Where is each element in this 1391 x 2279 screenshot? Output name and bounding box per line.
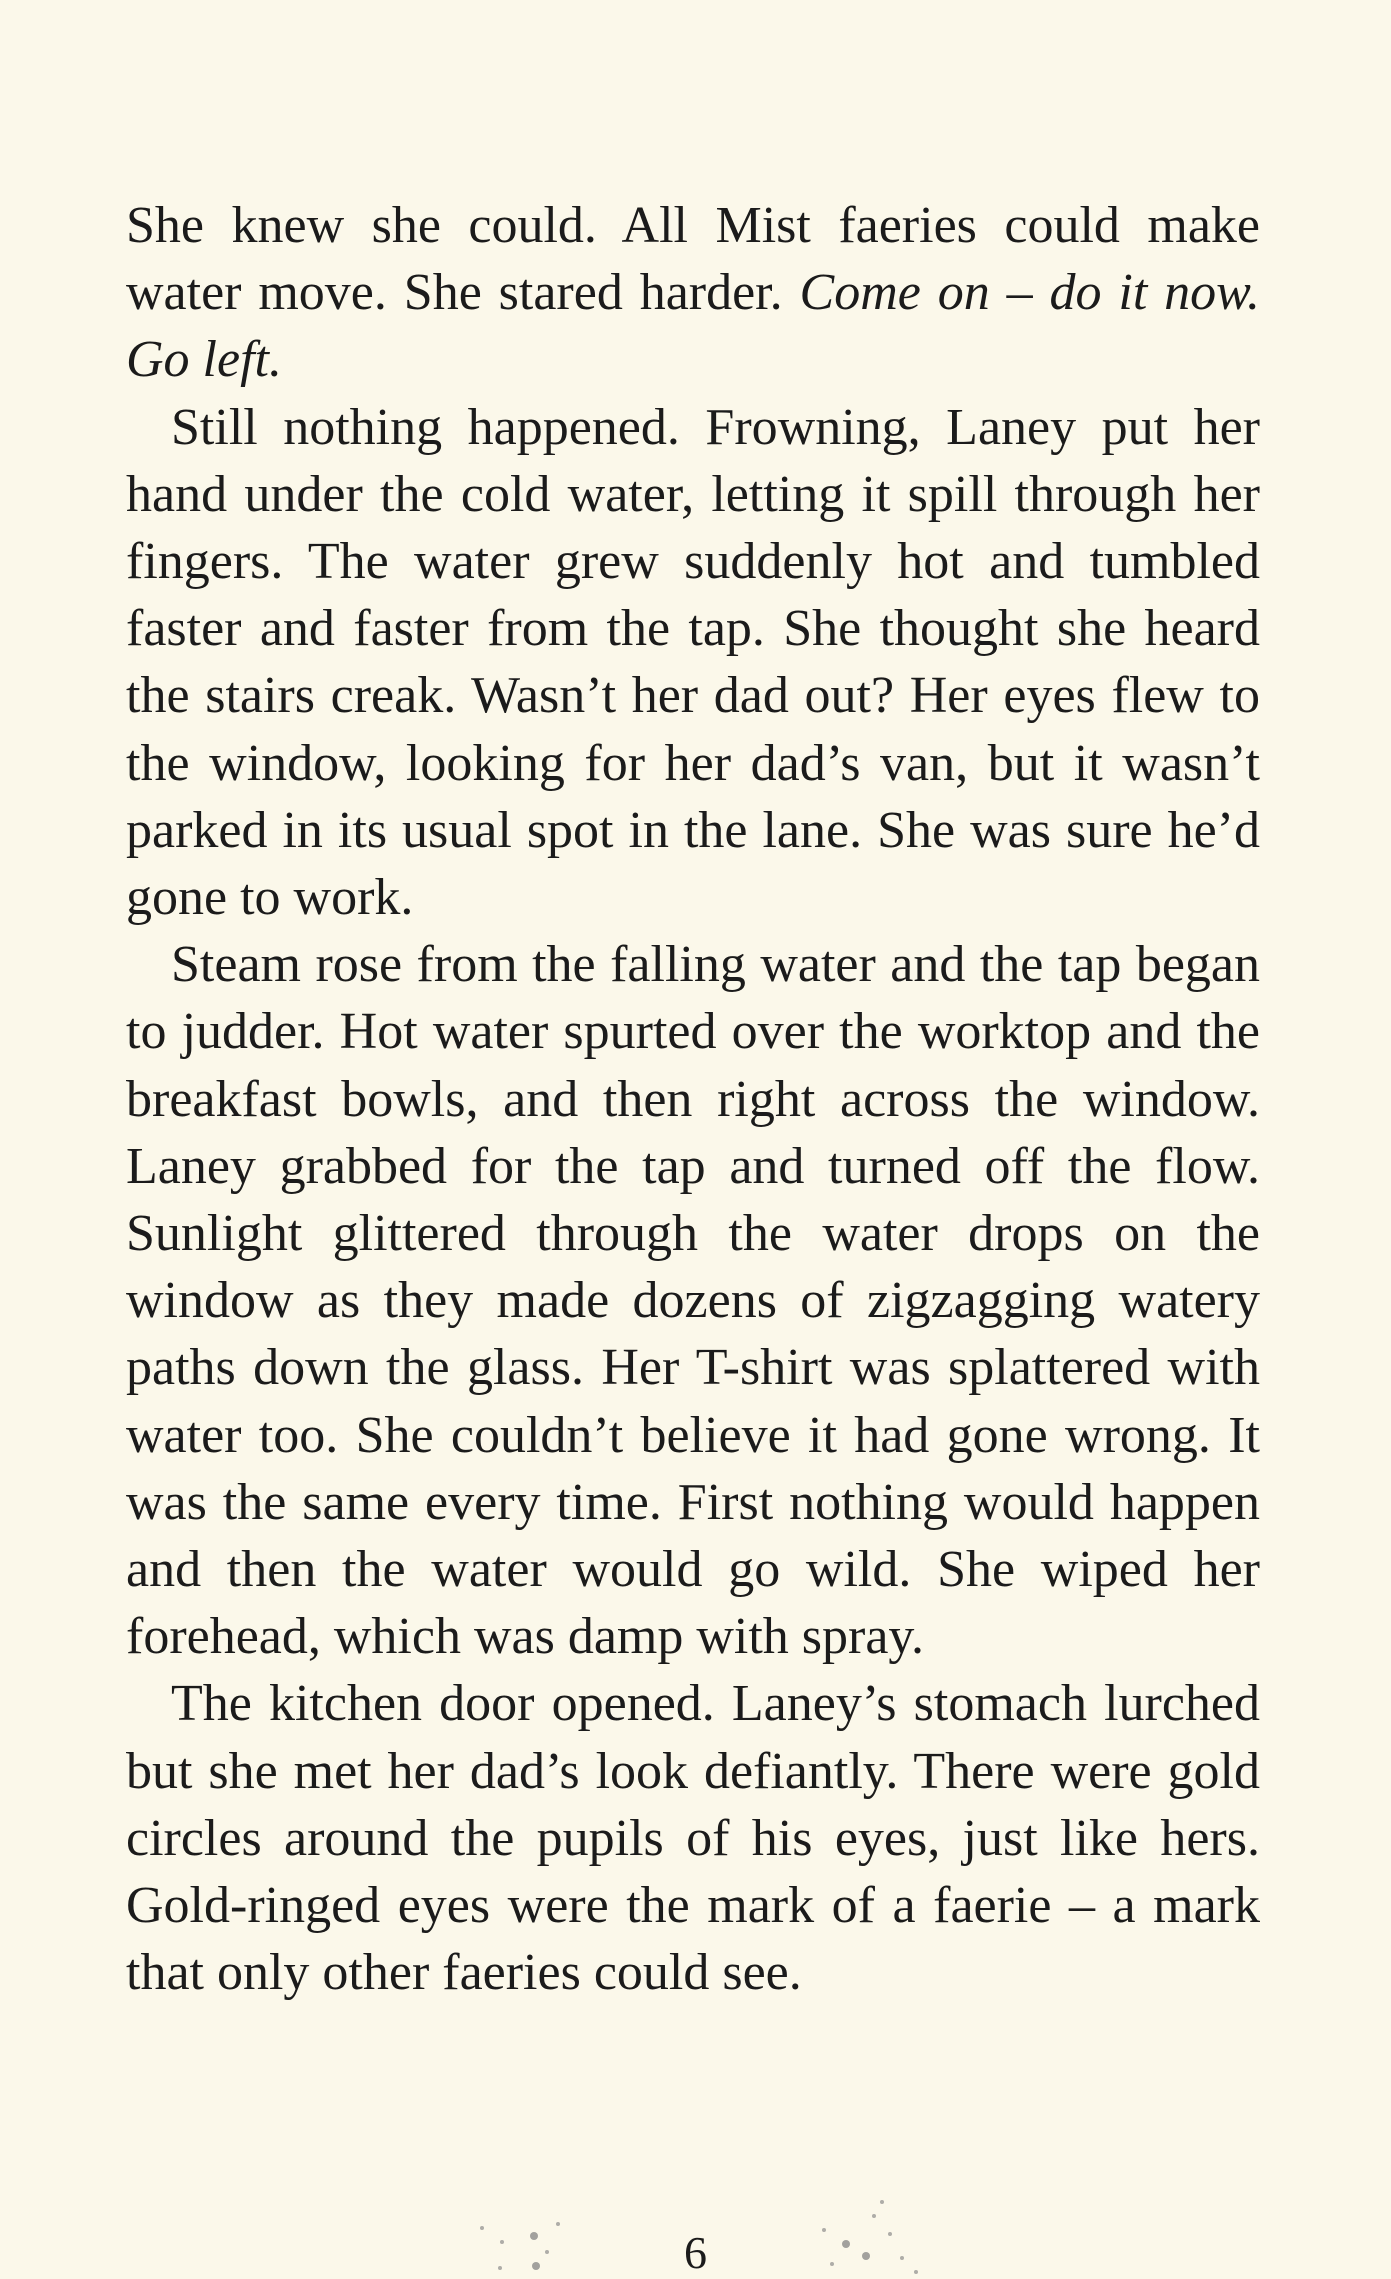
sparkle-speck	[480, 2226, 484, 2230]
body-text	[126, 192, 1260, 2006]
paragraph-1-italic-thought: Come on – do it now. Go left.	[126, 264, 1260, 389]
sparkle-speck	[498, 2266, 502, 2270]
sparkle-speck	[532, 2262, 540, 2270]
sparkle-speck	[862, 2252, 870, 2260]
sparkle-speck	[888, 2232, 892, 2236]
paragraph-3-text: Steam rose from the falling water and the tap began to judder. Hot water spurted over the worktop and the breakfast bowls, and then right across the window. Laney grabbed for the tap and turned off the flow. Sunlight glittered through the water drops on the window as they made dozens of zigzagging watery paths down the glass. Her T-shirt was splattered with water too. She couldn’t believe it had gone wrong. It was the same every time. First nothing would happen and then the water would go wild. She wiped her forehead, which was damp with spray.	[126, 936, 1260, 1666]
sparkle-speck	[872, 2214, 876, 2218]
sparkle-speck	[500, 2240, 504, 2244]
sparkle-speck	[880, 2200, 884, 2204]
sparkle-speck	[914, 2270, 918, 2274]
sparkle-speck	[900, 2256, 904, 2260]
sparkle-speck	[842, 2240, 850, 2248]
sparkle-speck	[830, 2262, 834, 2266]
sparkle-speck	[530, 2232, 538, 2240]
paragraph-1	[126, 192, 1260, 394]
page-number: 6	[684, 2227, 707, 2278]
paragraph-2	[126, 394, 1260, 932]
paragraph-4	[126, 1670, 1260, 2006]
sparkle-speck	[822, 2228, 826, 2232]
paragraph-3	[126, 931, 1260, 1670]
paragraph-2-text: Still nothing happened. Frowning, Laney put her hand under the cold water, letting it spill through her fingers. The water grew suddenly hot and tumbled faster and faster from the tap. She thought she heard the stairs creak. Wasn’t her dad out? Her eyes flew to the window, looking for her dad’s van, but it wasn’t parked in its usual spot in the lane. She was sure he’d gone to work.	[126, 398, 1260, 927]
paragraph-1-text: She knew she could. All Mist faeries could make water move. She stared harder.	[126, 197, 1260, 322]
sparkle-speck	[556, 2222, 560, 2226]
sparkle-speck	[545, 2250, 549, 2254]
paragraph-4-text: The kitchen door opened. Laney’s stomach lurched but she met her dad’s look defiantly. There were gold circles around the pupils of his eyes, just like hers. Gold-ringed eyes were the mark of a faerie – a mark that only other faeries could see.	[126, 1675, 1260, 2002]
